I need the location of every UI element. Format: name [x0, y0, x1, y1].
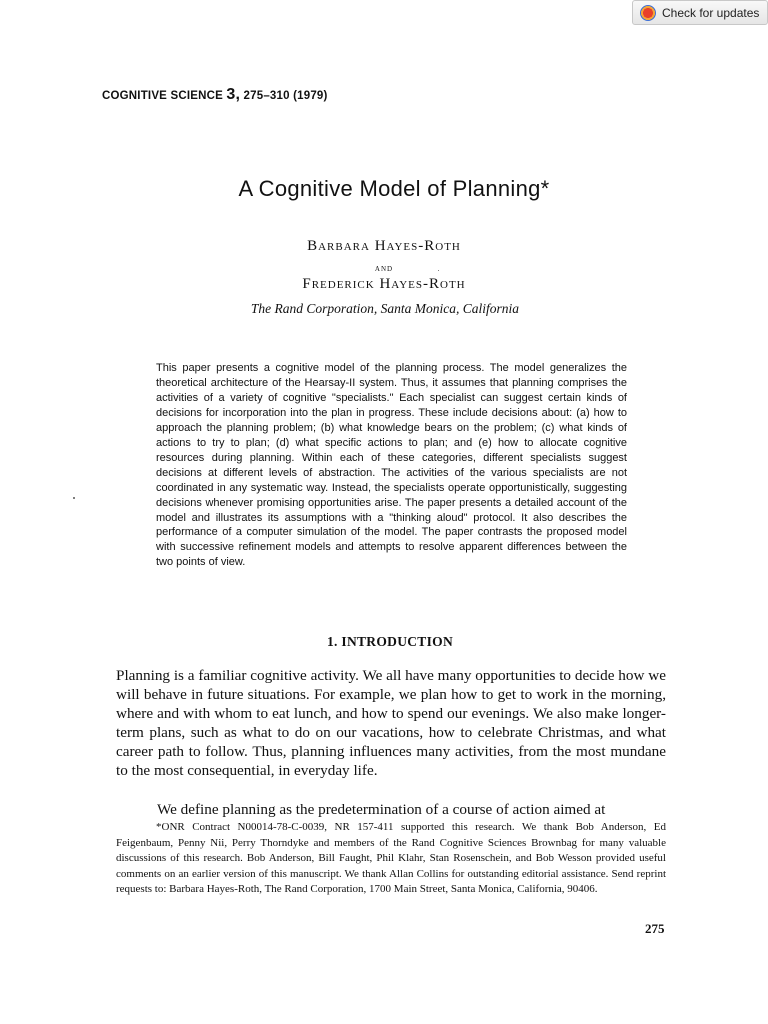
update-badge-icon	[640, 5, 656, 21]
scan-speck	[438, 270, 439, 271]
author-1: Barbara Hayes-Roth	[307, 238, 461, 254]
journal-citation	[102, 86, 328, 104]
paper-title: A Cognitive Model of Planning*	[238, 176, 550, 201]
check-for-updates-button[interactable]	[632, 0, 768, 25]
check-for-updates-label: Check for updates	[662, 5, 760, 20]
page-number: 275	[645, 921, 665, 936]
author-conjunction: and	[374, 263, 394, 274]
scan-speck	[73, 497, 75, 499]
body-paragraph-1: Planning is a familiar cognitive activity. We all have many opportunities to decide how we will behave in future situations. For example, we plan how to get to work in the morning, where and with whom to eat lunch, and how to spend our evenings. We also make longer-term plans, such as what to do on our vacations, how to celebrate Christmas, and what career path to follow. Thus, planning influences many activities, from the most mundane to the most consequential, in everyday life.	[116, 667, 666, 780]
journal-name: COGNITIVE SCIENCE	[102, 90, 223, 102]
journal-pages-year: 275–310 (1979)	[243, 90, 328, 102]
body-paragraph-2: We define planning as the predetermination of a course of action aimed at	[157, 801, 606, 818]
abstract: This paper presents a cognitive model of the planning process. The model generalizes the theoretical architecture of the Hearsay-II system. Thus, it assumes that planning comprises the activities of a variety of cognitive "specialists." Each specialist can suggest certain kinds of decisions for incorporation into the plan in progress. These include decisions about: (a) how to approach the planning problem; (b) what knowledge bears on the problem; (c) what kinds of actions to try to plan; (d) what specific actions to plan; and (e) how to allocate cognitive resources during planning. Within each of these categories, different specialists suggest decisions at different levels of abstraction. The activities of the various specialists are not coordinated in any systematic way. Instead, the specialists operate opportunistically, suggesting decisions whenever promising opportunities arise. The paper presents a detailed account of the model and illustrates its assumptions with a "thinking aloud" protocol. It also describes the performance of a computer simulation of the model. The paper contrasts the proposed model with successive refinement models and attempts to resolve apparent differences between the two points of view.	[156, 362, 627, 569]
footnote: *ONR Contract N00014-78-C-0039, NR 157-411 supported this research. We thank Bob Anderson, Ed Feigenbaum, Penny Nii, Perry Thorndyke and members of the Rand Cognitive Sciences Brownbag for many valuable discussions of this research. Bob Anderson, Bill Faught, Phil Klahr, Stan Rosenschein, and Bob Wesson provided useful comments on an earlier version of this manuscript. We thank Allan Collins for outstanding editorial assistance. Send reprint requests to: Barbara Hayes-Roth, The Rand Corporation, 1700 Main Street, Santa Monica, California, 90406.	[116, 821, 666, 896]
author-2: Frederick Hayes-Roth	[302, 276, 466, 292]
affiliation: The Rand Corporation, Santa Monica, California	[250, 301, 520, 316]
section-heading: 1. INTRODUCTION	[326, 634, 453, 649]
journal-volume: 3,	[226, 86, 241, 103]
